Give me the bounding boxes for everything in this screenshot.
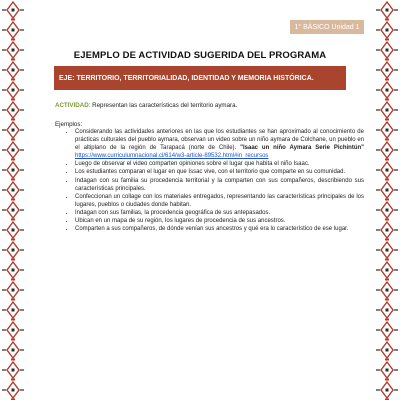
- activity-label: ACTIVIDAD: [55, 102, 89, 109]
- border-center-dot: [386, 349, 389, 352]
- border-center-dot: [12, 269, 15, 272]
- border-center-dot: [12, 109, 15, 112]
- border-center-dot: [12, 209, 15, 212]
- border-link-mark: [11, 299, 15, 301]
- border-link-mark: [385, 39, 389, 41]
- list-item-text: Indagan con sus familias, la procedencia geográfica de sus antepasados.: [75, 209, 271, 216]
- border-center-dot: [386, 309, 389, 312]
- border-link-mark: [11, 379, 15, 381]
- border-center-dot: [12, 329, 15, 332]
- border-link-mark: [385, 319, 389, 321]
- border-link-mark: [385, 179, 389, 181]
- video-link[interactable]: https://www.curriculumnacional.cl/614/w3-article-89532.html#in_recursos: [75, 153, 269, 160]
- list-item: [75, 128, 364, 160]
- border-link-mark: [11, 199, 15, 201]
- border-link-mark: [11, 179, 15, 181]
- border-link-mark: [385, 259, 389, 261]
- border-center-dot: [12, 389, 15, 392]
- list-item-text: Confeccionan un collage con los materiales entregados, representando las características principales de los lugares, pueblos o ciudades donde habitan.: [75, 193, 364, 208]
- left-border-pattern: [0, 0, 26, 400]
- border-link-mark: [385, 359, 389, 361]
- border-center-dot: [386, 149, 389, 152]
- border-center-dot: [12, 229, 15, 232]
- list-item-text: Indagan con su familia su procedencia territorial y la comparten con sus compañeros, describiendo sus características principales.: [75, 177, 364, 192]
- border-center-dot: [12, 129, 15, 132]
- border-link-mark: [11, 219, 15, 221]
- border-link-mark: [11, 359, 15, 361]
- border-center-dot: [386, 249, 389, 252]
- list-item: [75, 217, 364, 225]
- border-center-dot: [12, 9, 15, 12]
- list-item-text: Ubican en un mapa de su región, los lugares de procedencia de sus ancestros.: [75, 218, 286, 225]
- border-link-mark: [385, 199, 389, 201]
- border-link-mark: [385, 239, 389, 241]
- border-link-mark: [11, 339, 15, 341]
- page-title: EJEMPLO DE ACTIVIDAD SUGERIDA DEL PROGRAMA: [73, 50, 327, 61]
- border-center-dot: [386, 49, 389, 52]
- border-link-mark: [385, 59, 389, 61]
- border-center-dot: [386, 269, 389, 272]
- left-decorative-border: [0, 0, 26, 400]
- border-center-dot: [12, 69, 15, 72]
- border-link-mark: [11, 139, 15, 141]
- right-decorative-border: [374, 0, 400, 400]
- border-link-mark: [385, 119, 389, 121]
- border-link-mark: [11, 239, 15, 241]
- border-link-mark: [385, 219, 389, 221]
- border-center-dot: [12, 369, 15, 372]
- border-center-dot: [386, 9, 389, 12]
- border-center-dot: [386, 229, 389, 232]
- video-title: "Isaac un niño Aymara Serie Pichintún": [240, 145, 365, 152]
- border-center-dot: [386, 369, 389, 372]
- border-link-mark: [11, 259, 15, 261]
- list-item-text: Considerando las actividades anteriores en las que los estudiantes se han aproximado al conocimiento de prácticas culturales del pueblo aymara, observan un video sobre un niño aymara de Colchane, un pueblo en el altiplano de la región de Tarapacá (norte de Chile).: [75, 129, 364, 152]
- axis-band: [54, 66, 346, 90]
- list-item-text: Comparten a sus compañeros, de dónde venían sus ancestros y qué era lo característico de ese lugar.: [75, 226, 349, 233]
- examples-list: [57, 128, 364, 233]
- border-link-mark: [385, 159, 389, 161]
- border-center-dot: [386, 169, 389, 172]
- activity-text: : Representan las características del territorio aymara.: [88, 102, 238, 109]
- border-link-mark: [11, 279, 15, 281]
- border-link-mark: [11, 119, 15, 121]
- border-center-dot: [386, 289, 389, 292]
- border-link-mark: [385, 299, 389, 301]
- list-item: [75, 168, 364, 176]
- border-center-dot: [12, 169, 15, 172]
- grade-unit-tag: 1° BÁSICO Unidad 1: [290, 20, 364, 34]
- list-item: [75, 225, 364, 233]
- list-item: [75, 177, 364, 193]
- border-link-mark: [385, 339, 389, 341]
- border-center-dot: [12, 89, 15, 92]
- border-center-dot: [386, 129, 389, 132]
- border-center-dot: [386, 29, 389, 32]
- border-center-dot: [12, 149, 15, 152]
- border-link-mark: [385, 139, 389, 141]
- border-center-dot: [386, 109, 389, 112]
- border-link-mark: [385, 279, 389, 281]
- border-link-mark: [11, 39, 15, 41]
- border-link-mark: [11, 159, 15, 161]
- axis-band-text: EJE: TERRITORIO, TERRITORIALIDAD, IDENTIDAD Y MEMORIA HISTÓRICA.: [59, 74, 314, 82]
- border-center-dot: [386, 89, 389, 92]
- border-center-dot: [386, 389, 389, 392]
- border-center-dot: [12, 249, 15, 252]
- border-center-dot: [12, 189, 15, 192]
- border-center-dot: [386, 329, 389, 332]
- border-link-mark: [11, 319, 15, 321]
- examples-label: Ejemplos:: [55, 121, 83, 128]
- border-link-mark: [11, 59, 15, 61]
- border-link-mark: [385, 79, 389, 81]
- border-link-mark: [385, 379, 389, 381]
- border-center-dot: [386, 209, 389, 212]
- list-item: [75, 209, 364, 217]
- right-border-pattern: [374, 0, 400, 400]
- list-item-text: Luego de observar el video comparten opiniones sobre el lugar que habita el niño Isaac.: [75, 161, 310, 168]
- border-center-dot: [12, 29, 15, 32]
- border-center-dot: [12, 349, 15, 352]
- border-center-dot: [386, 69, 389, 72]
- list-item: [75, 193, 364, 209]
- border-link-mark: [11, 19, 15, 21]
- border-center-dot: [386, 189, 389, 192]
- border-center-dot: [12, 309, 15, 312]
- list-item: [75, 160, 364, 168]
- activity-line: [55, 102, 355, 109]
- border-link-mark: [11, 99, 15, 101]
- border-link-mark: [385, 99, 389, 101]
- border-center-dot: [12, 289, 15, 292]
- border-link-mark: [385, 19, 389, 21]
- list-item-text: Los estudiantes comparan el lugar en que Issac vive, con el territorio que comparte en su comunidad.: [75, 169, 346, 176]
- border-center-dot: [12, 49, 15, 52]
- border-link-mark: [11, 79, 15, 81]
